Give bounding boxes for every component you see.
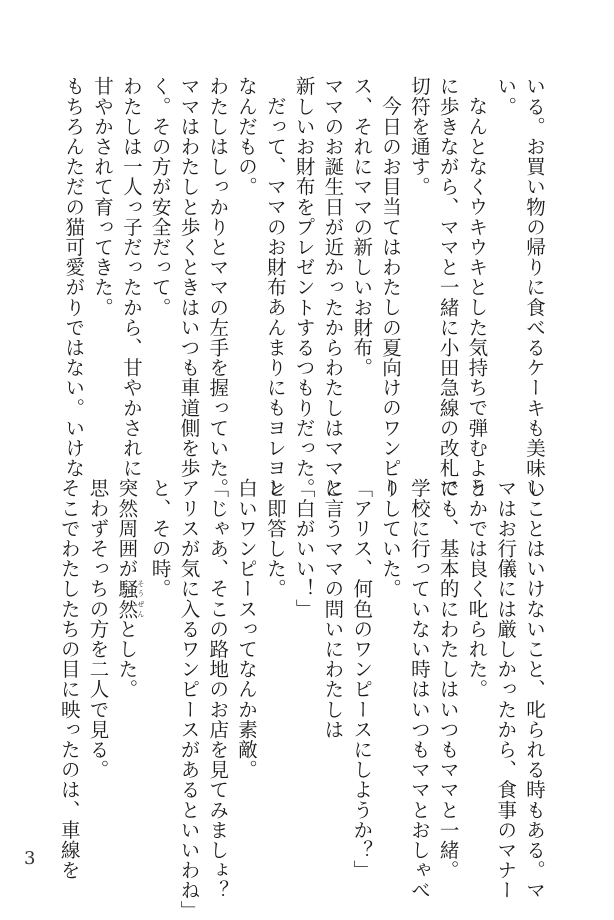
text-line: 学校に行っていない時はいつもママとおしゃべ (407, 478, 431, 901)
text-line: 「白がいい！」 (292, 478, 316, 619)
text-line: なんだもの。 (235, 76, 259, 197)
ruby-base: 騒然 (115, 578, 139, 619)
text-line: アリスが気に入るワンピースがあるといいわね」 (177, 478, 201, 920)
ruby-reading: そうぜん (136, 578, 145, 619)
text-line: に歩きながら、ママと一緒に小田急線の改札に (436, 76, 460, 499)
text-line: 甘やかされて育ってきた。 (91, 76, 115, 318)
text-line: 「じゃあ、そこの路地のお店を見てみましょ？ (206, 478, 230, 901)
text-line: と言うママの問いにわたしは (321, 478, 345, 740)
text-line: もちろんただの猫可愛がりではない。いけな (62, 76, 86, 478)
text-line: だって、ママのお財布あんまりにもヨレヨレ (263, 95, 287, 498)
text-line: 切符を通す。 (407, 76, 431, 197)
page-number: 3 (24, 848, 36, 869)
text-line: 今日のお目当てはわたしの夏向けのワンピー (379, 95, 403, 498)
text-line: なんとなくウキウキとした気持ちで弾むよう (465, 95, 489, 498)
text-line: と、その時。 (148, 478, 172, 599)
text-line: マはお行儀には厳しかったから、食事のマナー (494, 478, 518, 901)
text-line: いる。お買い物の帰りに食べるケーキも美味し (523, 76, 546, 499)
text-line: 「アリス、何色のワンピースにしようか？」 (350, 478, 374, 880)
text-line: とかでは良く叱られた。 (465, 478, 489, 700)
text-line-with-ruby (112, 478, 145, 798)
text-line: 新しいお財布をプレゼントするつもりだった。 (292, 76, 316, 499)
text-line: ママはわたしと歩くときはいつも車道側を歩 (177, 76, 201, 478)
text-line: わたしはしっかりとママの左手を握っていた。 (206, 76, 230, 499)
text-block-top (58, 76, 548, 499)
text-line: く。その方が安全だって。 (148, 76, 172, 318)
text-line: い。 (494, 76, 518, 117)
text-line: と即答した。 (263, 478, 287, 599)
ruby-line-before: 突然周囲が (115, 478, 139, 579)
text-line: ママのお誕生日が近かったからわたしはママに (321, 76, 345, 499)
text-line: ス、それにママの新しいお財布。 (350, 76, 374, 378)
text-line: 白いワンピースってなんか素敵。 (235, 478, 259, 780)
ruby-line-after: とした。 (115, 618, 139, 700)
ruby-annotation (115, 578, 145, 619)
text-line: そこでわたしたちの目に映ったのは、車線を (57, 478, 81, 880)
text-line: 思わずそっちの方を二人で見る。 (86, 478, 110, 780)
text-line: わたしは一人っ子だったから、甘やかされに (119, 76, 143, 478)
text-line: いことはいけないこと、叱られる時もある。マ (523, 478, 546, 901)
text-line: でも、基本的にわたしはいつもママと一緒。 (436, 478, 460, 880)
text-line: りしていた。 (379, 478, 403, 599)
text-block-bottom (54, 478, 548, 920)
